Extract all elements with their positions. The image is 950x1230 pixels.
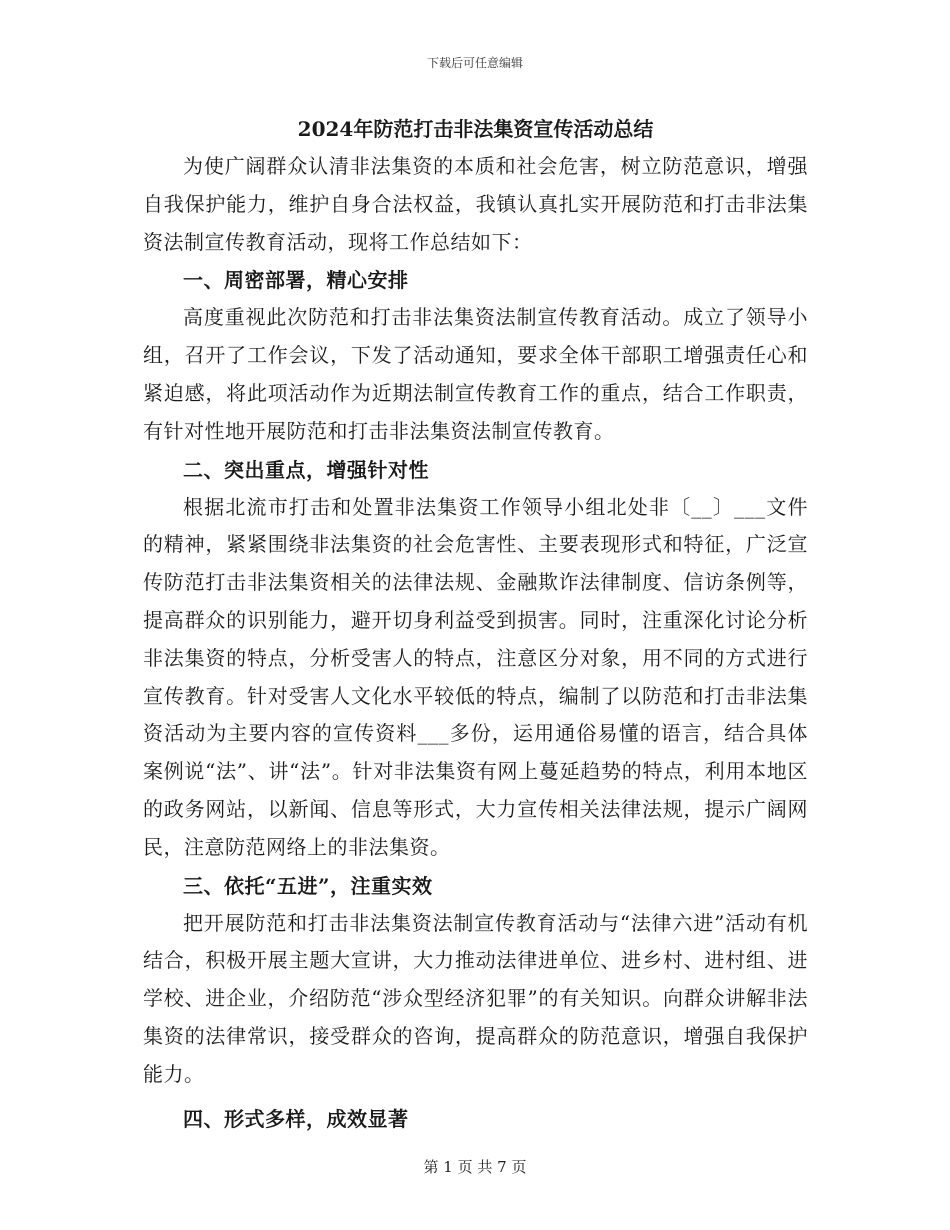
section-4-heading: 四、形式多样，成效显著 <box>183 1106 409 1131</box>
header-note: 下载后可任意编辑 <box>426 56 523 70</box>
page-number: 第 1 页 共 7 页 <box>423 1158 527 1176</box>
section-3-heading: 三、依托“五进”，注重实效 <box>183 873 433 898</box>
section-2-heading: 二、突出重点，增强针对性 <box>183 457 429 482</box>
intro-paragraph: 为使广阔群众认清非法集资的本质和社会危害，树立防范意识，增强自我保护能力，维护自身合法权益，我镇认真扎实开展防范和打击非法集资法制宣传教育活动，现将工作总结如下： <box>143 154 808 254</box>
document-body <box>143 110 808 1138</box>
document-title: 2024年防范打击非法集资宣传活动总结 <box>297 117 654 141</box>
section-2-body: 根据北流市打击和处置非法集资工作领导小组北处非〔__〕___文件的精神，紧紧围绕非法集资的社会危害性、主要表现形式和特征，广泛宣传防范打击非法集资相关的法律法规、金融欺诈法律制度、信访条例等，提高群众的识别能力，避开切身利益受到损害。同时，注重深化讨论分析非法集资的特点，分析受害人的特点，注意区分对象，用不同的方式进行宣传教育。针对受害人文化水平较低的特点，编制了以防范和打击非法集资活动为主要内容的宣传资料___多份，运用通俗易懂的语言，结合具体案例说“法”、讲“法”。针对非法集资有网上蔓延趋势的特点，利用本地区的政务网站，以新闻、信息等形式，大力宣传相关法律法规，提示广阔网民，注意防范网络上的非法集资。 <box>143 494 808 859</box>
section-1-body: 高度重视此次防范和打击非法集资法制宣传教育活动。成立了领导小组，召开了工作会议，下发了活动通知，要求全体干部职工增强责任心和紧迫感，将此项活动作为近期法制宣传教育工作的重点，结合工作职责，有针对性地开展防范和打击非法集资法制宣传教育。 <box>143 305 808 443</box>
section-3-body: 把开展防范和打击非法集资法制宣传教育活动与“法律六进”活动有机结合，积极开展主题大宣讲，大力推动法律进单位、进乡村、进村组、进学校、进企业，介绍防范“涉众型经济犯罪”的有关知识。向群众讲解非法集资的法律常识，接受群众的咨询，提高群众的防范意识，增强自我保护能力。 <box>143 910 808 1086</box>
section-1-heading: 一、周密部署，精心安排 <box>183 268 409 293</box>
